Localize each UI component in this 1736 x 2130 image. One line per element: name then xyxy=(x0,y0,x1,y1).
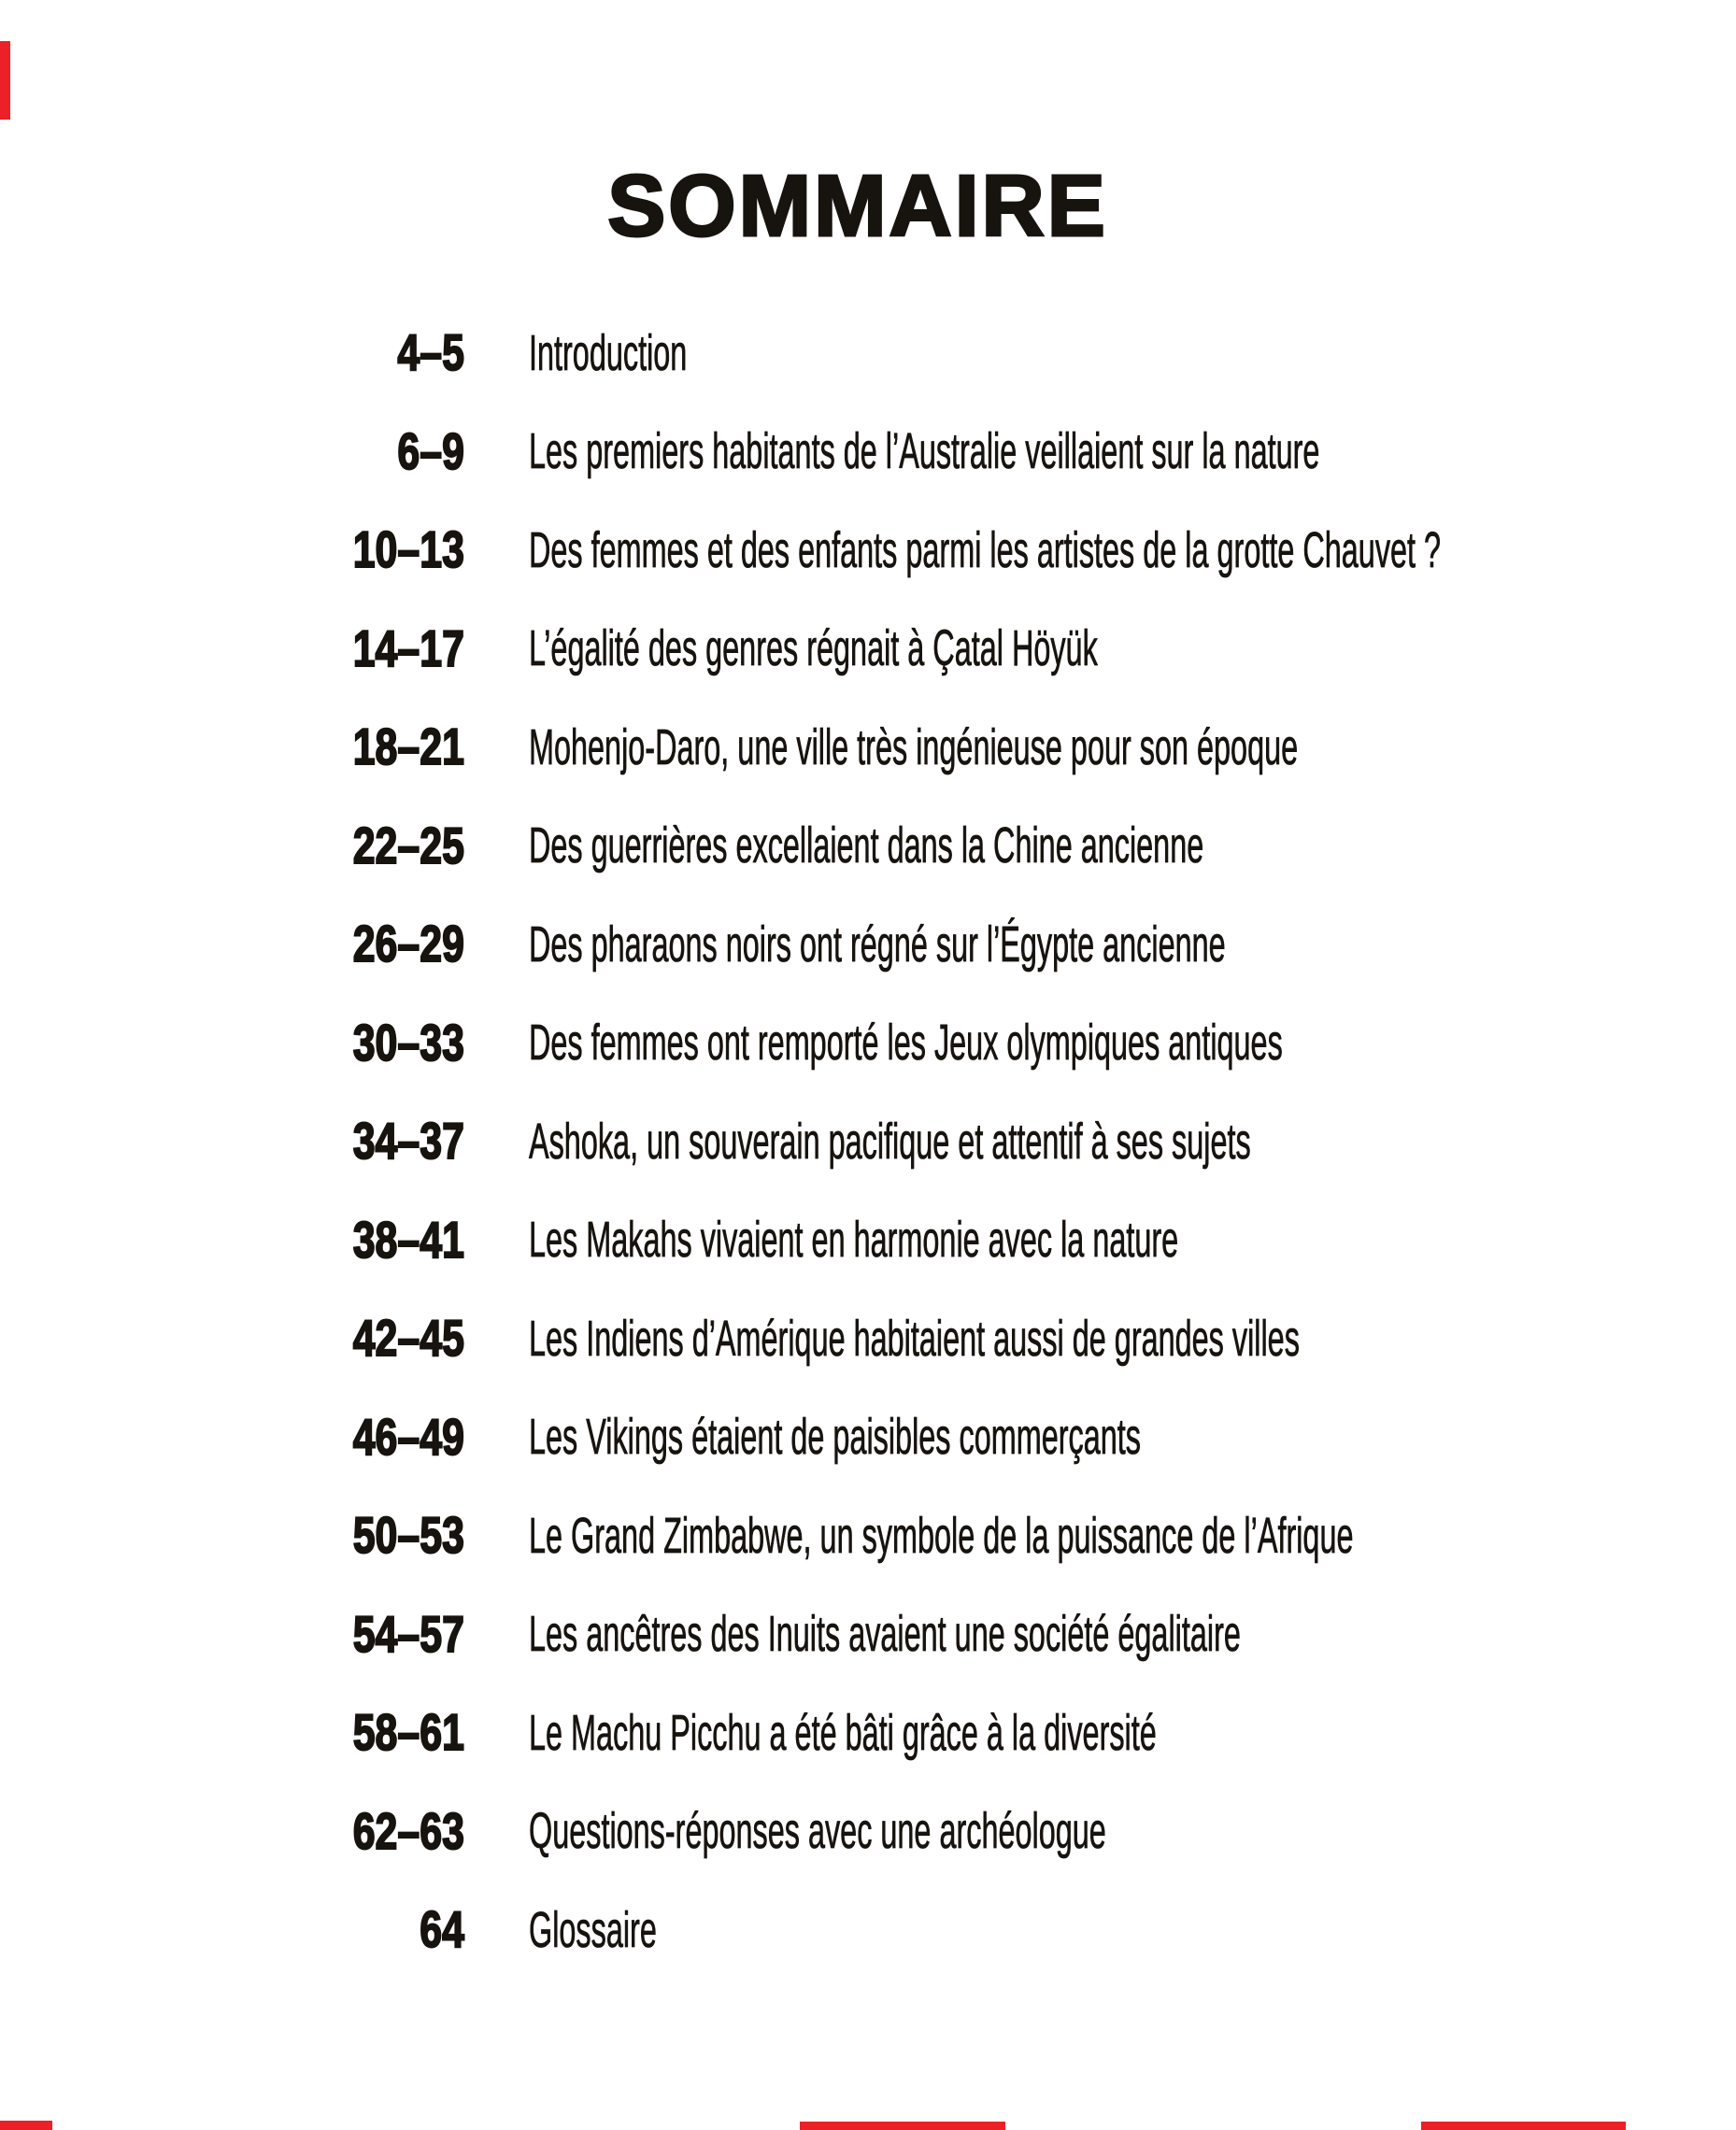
toc-entry xyxy=(277,1683,1736,1782)
toc-entry xyxy=(277,1388,1736,1487)
toc-entry-pages: 10–13 xyxy=(352,520,464,579)
toc-entry-pages: 54–57 xyxy=(352,1604,464,1663)
red-edge-mark-bottom-center-right xyxy=(1421,2122,1626,2130)
toc-entry-title: Les Makahs vivaient en harmonie avec la nature xyxy=(529,1212,1179,1269)
toc-list xyxy=(277,304,1736,1980)
toc-entry-title: Mohenjo-Daro, une ville très ingénieuse pour son époque xyxy=(529,718,1299,775)
toc-entry xyxy=(277,895,1736,994)
toc-entry xyxy=(277,1289,1736,1388)
toc-entry xyxy=(277,1585,1736,1684)
toc-entry-pages: 14–17 xyxy=(352,618,464,677)
toc-entry xyxy=(277,1881,1736,1980)
toc-entry-pages: 42–45 xyxy=(352,1309,464,1368)
toc-entry-pages: 26–29 xyxy=(352,915,464,973)
toc-entry-pages: 34–37 xyxy=(352,1112,464,1171)
toc-entry-pages: 62–63 xyxy=(352,1801,464,1860)
toc-entry-pages: 22–25 xyxy=(352,816,464,874)
toc-entry-title: Le Grand Zimbabwe, un symbole de la puissance de l’Afrique xyxy=(529,1507,1354,1564)
toc-entry-pages: 64 xyxy=(420,1900,464,1959)
toc-entry xyxy=(277,1191,1736,1290)
toc-entry-title: Ashoka, un souverain pacifique et attentif à ses sujets xyxy=(529,1113,1251,1170)
red-edge-mark-top-left xyxy=(0,41,10,120)
toc-entry xyxy=(277,698,1736,797)
toc-entry xyxy=(277,600,1736,699)
toc-entry xyxy=(277,994,1736,1093)
toc-entry-pages: 6–9 xyxy=(397,421,464,480)
toc-entry xyxy=(277,1486,1736,1585)
toc-entry-title: Introduction xyxy=(529,324,688,381)
red-edge-mark-bottom-left xyxy=(0,2121,52,2130)
toc-entry-title: Le Machu Picchu a été bâti grâce à la diversité xyxy=(529,1704,1157,1761)
toc-entry-pages: 58–61 xyxy=(352,1703,464,1762)
toc-entry-title: Des guerrières excellaient dans la Chine ancienne xyxy=(529,817,1204,874)
toc-entry-pages: 46–49 xyxy=(352,1407,464,1466)
red-edge-mark-bottom-center-left xyxy=(800,2122,1005,2130)
toc-entry-title: Les Vikings étaient de paisibles commerçants xyxy=(529,1409,1141,1466)
toc-entry-title: Des femmes et des enfants parmi les artistes de la grotte Chauvet ? xyxy=(529,521,1442,578)
toc-entry-pages: 4–5 xyxy=(397,323,464,382)
toc-entry xyxy=(277,1092,1736,1191)
toc-entry xyxy=(277,797,1736,896)
toc-entry-title: Les Indiens d’Amérique habitaient aussi de grandes villes xyxy=(529,1310,1300,1367)
toc-entry xyxy=(277,403,1736,502)
toc-entry xyxy=(277,1782,1736,1882)
toc-entry-pages: 50–53 xyxy=(352,1506,464,1565)
toc-entry-title: Les premiers habitants de l’Australie veillaient sur la nature xyxy=(529,423,1320,480)
toc-entry-title: Des pharaons noirs ont régné sur l’Égypte ancienne xyxy=(529,916,1226,973)
toc-entry xyxy=(277,501,1736,600)
toc-entry-title: Les ancêtres des Inuits avaient une société égalitaire xyxy=(529,1606,1241,1663)
toc-entry-title: Des femmes ont remporté les Jeux olympiques antiques xyxy=(529,1015,1283,1072)
page-title: SOMMAIRE xyxy=(607,157,1108,254)
toc-entry xyxy=(277,304,1736,403)
toc-entry-title: L’égalité des genres régnait à Çatal Höyük xyxy=(529,620,1098,677)
toc-entry-title: Glossaire xyxy=(529,1901,657,1958)
toc-entry-pages: 38–41 xyxy=(352,1210,464,1269)
toc-entry-pages: 30–33 xyxy=(352,1013,464,1072)
toc-entry-title: Questions-réponses avec une archéologue xyxy=(529,1803,1106,1860)
toc-entry-pages: 18–21 xyxy=(352,717,464,776)
